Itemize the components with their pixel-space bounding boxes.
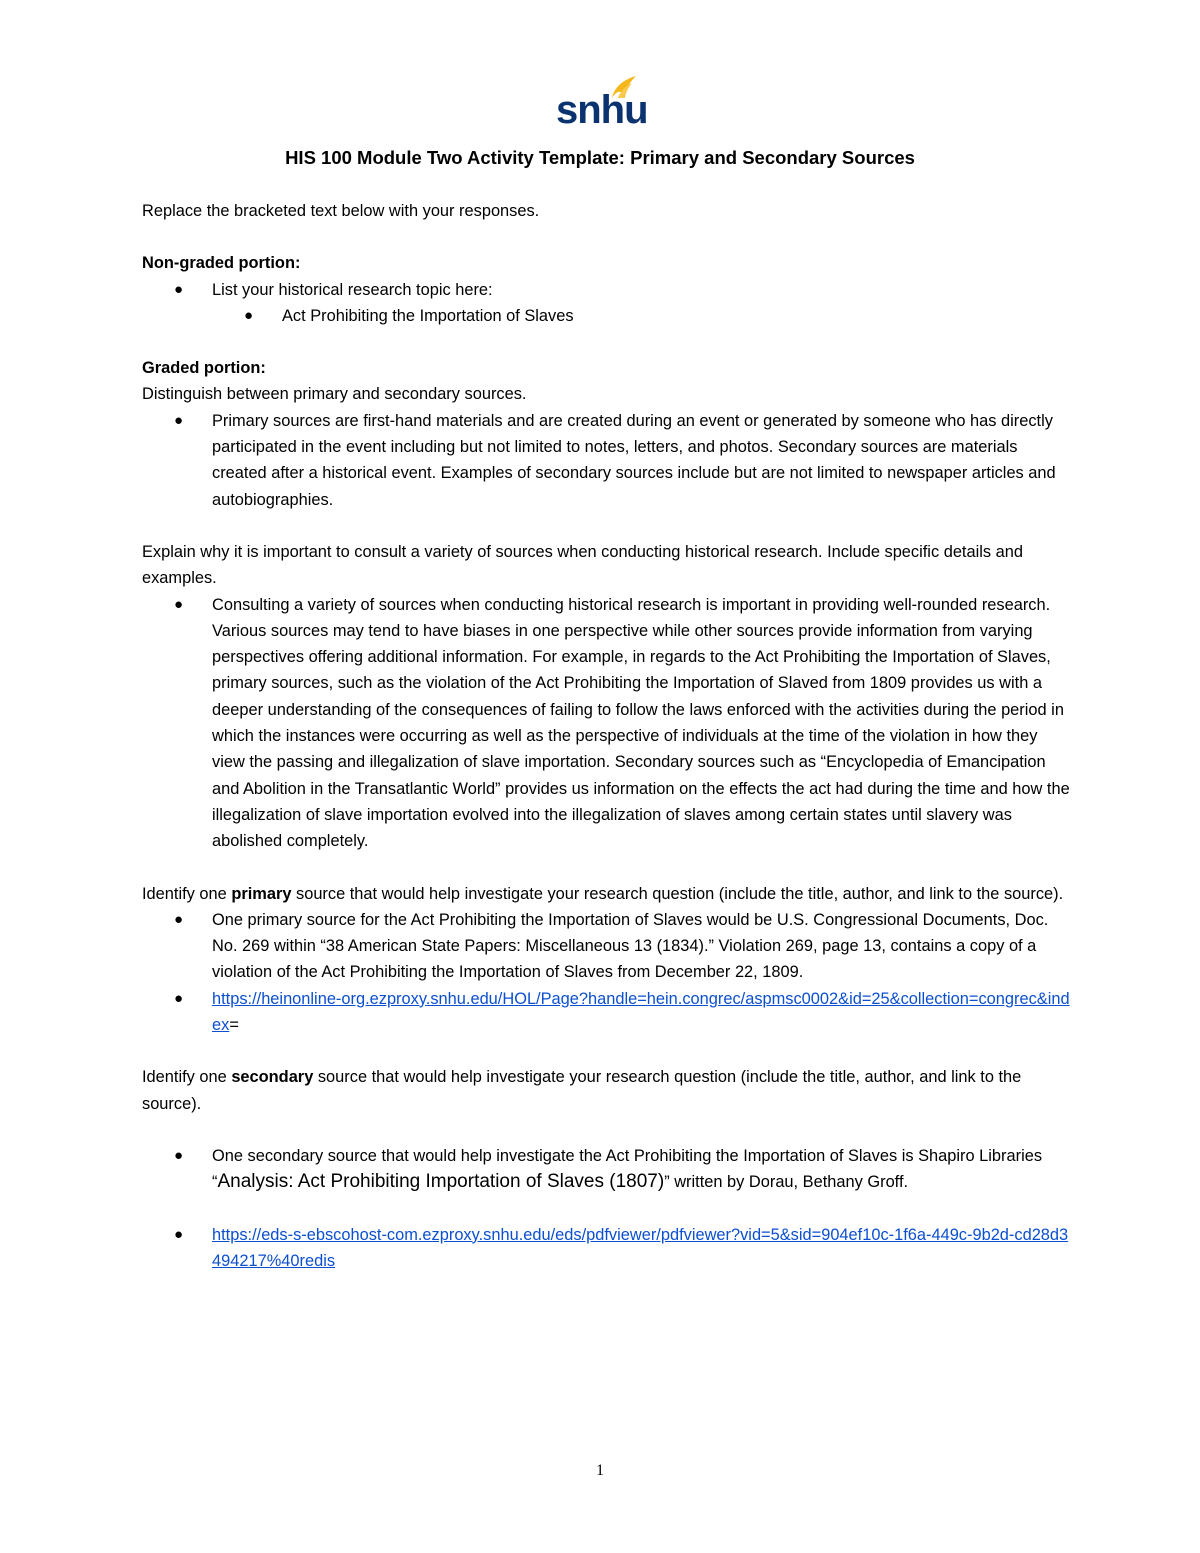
topic-answer: Act Prohibiting the Importation of Slaves bbox=[282, 306, 574, 325]
question-3: Identify one primary source that would help investigate your research question (include the title, author, and link to the source). bbox=[142, 884, 1064, 903]
list-item bbox=[142, 907, 1072, 986]
topic-prompt: List your historical research topic here: bbox=[212, 280, 493, 299]
list-item bbox=[142, 277, 1072, 303]
list-item bbox=[142, 1222, 1072, 1275]
primary-source-link[interactable]: https://heinonline-org.ezproxy.snhu.edu/HOL/Page?handle=hein.congrec/aspmsc0002&id=25&collection=congrec&index bbox=[212, 989, 1070, 1035]
answer-1: Primary sources are first-hand materials and are created during an event or generated by someone who has directly participated in the event including but not limited to notes, letters, and photos. Secondary sources are materials created after a historical event. Examples of secondary sources include but are not limited to newspaper articles and autobiographies. bbox=[212, 411, 1056, 509]
document-body bbox=[142, 198, 1072, 1274]
list-item bbox=[142, 986, 1072, 1039]
intro-text: Replace the bracketed text below with your responses. bbox=[142, 202, 540, 220]
snhu-logo bbox=[556, 74, 648, 132]
list-item bbox=[142, 408, 1072, 513]
answer-4-list bbox=[142, 1143, 1072, 1196]
link-suffix: = bbox=[229, 1016, 239, 1035]
bullet-icon: ● bbox=[174, 1146, 184, 1164]
logo-text: snhu bbox=[556, 88, 648, 132]
page-number: 1 bbox=[596, 1462, 604, 1479]
question-4: Identify one secondary source that would help investigate your research question (include the title, author, and link to the source). bbox=[142, 1068, 1022, 1113]
bullet-icon: ● bbox=[244, 306, 254, 324]
page-title: HIS 100 Module Two Activity Template: Primary and Secondary Sources bbox=[285, 147, 915, 168]
source-title: Analysis: Act Prohibiting Importation of Slaves (1807) bbox=[217, 1171, 665, 1193]
bullet-icon: ● bbox=[174, 910, 184, 928]
secondary-source-link[interactable]: https://eds-s-ebscohost-com.ezproxy.snhu.edu/eds/pdfviewer/pdfviewer?vid=5&sid=904ef10c-1f6a-449c-9b2d-cd28d3494217%40redis bbox=[212, 1225, 1069, 1270]
answer-4: One secondary source that would help investigate the Act Prohibiting the Importation of Slaves is Shapiro Libraries “Analysis: Act Prohibiting Importation of Slaves (1807)” written by Dorau, Bethany Groff. bbox=[212, 1146, 1043, 1193]
list-item bbox=[142, 592, 1072, 855]
bullet-icon: ● bbox=[174, 595, 184, 613]
answer-4-link-list bbox=[142, 1222, 1072, 1275]
list-item bbox=[142, 1143, 1072, 1196]
non-graded-heading: Non-graded portion: bbox=[142, 254, 301, 273]
bullet-icon: ● bbox=[174, 989, 184, 1007]
bullet-icon: ● bbox=[174, 411, 184, 429]
bullet-icon: ● bbox=[174, 280, 184, 298]
list-item bbox=[142, 303, 1072, 329]
answer-1-list bbox=[142, 408, 1072, 513]
answer-2: Consulting a variety of sources when conducting historical research is important in providing well-rounded research. Various sources may tend to have biases in one perspective while other sources provide information from varying perspectives offering additional information. For example, in regards to the Act Prohibiting the Importation of Slaves, primary sources, such as the violation of the Act Prohibiting the Importation of Slaved from 1809 provides us with a deeper understanding of the consequences of failing to follow the laws enforced with the activities during the period in which the instances were occurring as well as the perspective of individuals at the time of the violation in how they view the passing and illegalization of slave importation. Secondary sources such as “Encyclopedia of Emancipation and Abolition in the Transatlantic World” provides us information on the effects the act had during the time and how the illegalization of slave importation evolved into the illegalization of slaves among certain states until slavery was abolished completely. bbox=[212, 595, 1070, 851]
bullet-icon: ● bbox=[174, 1225, 184, 1243]
question-2: Explain why it is important to consult a variety of sources when conducting historical research. Include specific details and examples. bbox=[142, 542, 1023, 588]
answer-3: One primary source for the Act Prohibiting the Importation of Slaves would be U.S. Congressional Documents, Doc. No. 269 within “38 American State Papers: Miscellaneous 13 (1834).” Violation 269, page 13, contains a copy of a violation of the Act Prohibiting the Importation of Slaves from December 22, 1809. bbox=[212, 910, 1049, 982]
non-graded-list bbox=[142, 277, 1072, 330]
graded-heading: Graded portion: bbox=[142, 359, 266, 378]
question-1: Distinguish between primary and secondary sources. bbox=[142, 385, 527, 404]
answer-2-list bbox=[142, 592, 1072, 855]
answer-3-list bbox=[142, 907, 1072, 1038]
